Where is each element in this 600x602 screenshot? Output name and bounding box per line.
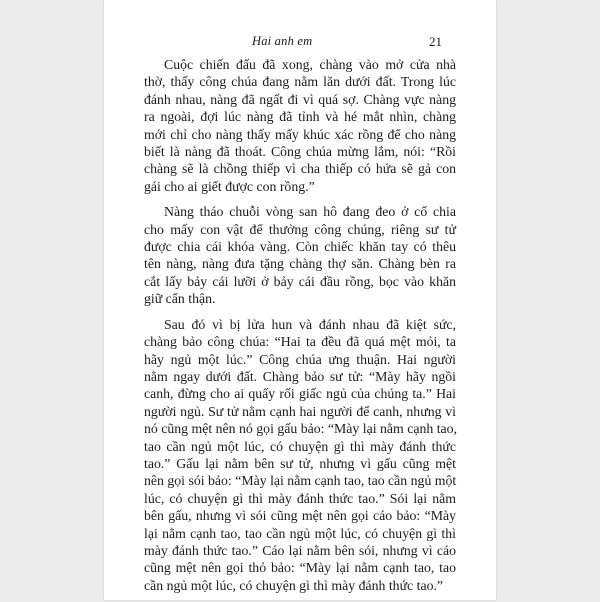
text-line: gái cho ai giết được con rồng.” xyxy=(144,178,315,194)
paragraph xyxy=(144,203,456,307)
text-line: ra ngoài, đợi lúc nàng đã tỉnh và hé mắt nhìn, chàng xyxy=(144,109,456,125)
text-line: giữ cẩn thận. xyxy=(144,291,216,307)
text-line: cắt lấy bảy cái lưỡi ở bảy cái đầu rồng, bọc vào khăn xyxy=(144,273,456,289)
text-line: thờ, thấy công chúa đang nằm lăn dưới đất. Trong lúc xyxy=(144,74,456,90)
text-line: được chia cái khóa vàng. Còn chiếc khăn tay có thêu xyxy=(144,239,456,255)
book-title: Hai anh em xyxy=(252,34,313,48)
paragraph xyxy=(144,316,456,595)
text-line: canh, đừng cho ai quấy rối giấc ngủ của chúng ta.” Hai xyxy=(144,386,456,402)
text-line: lúc, có chuyện gì thì mày đánh thức tao.” Sói lại nằm xyxy=(144,490,456,506)
text-line: nên gọi sói bảo: “Mày lại nằm cạnh tao, tao cần ngủ một xyxy=(144,473,457,489)
text-line: cũng mệt nên gọi thỏ bảo: “Mày lại nằm cạnh tao, tao xyxy=(144,560,456,576)
page-number: 21 xyxy=(429,34,442,49)
text-line: nằm ngay dưới đất. Chàng bảo sư tử: “Mày hãy ngồi xyxy=(144,368,456,384)
text-line: tao cần ngủ một lúc, có chuyện gì thì mày đánh thức xyxy=(144,438,456,454)
text-line: biết là nàng đã thoát. Công chúa mừng lắm, nói: “Rồi xyxy=(144,144,456,160)
text-line: tao.” Gấu lại nằm bên sư tử, nhưng vì gấu cũng mệt xyxy=(144,455,456,471)
running-header xyxy=(104,34,496,52)
body-text xyxy=(144,56,456,602)
text-line: bên gấu, nhưng vì sói cũng mệt nên gọi cáo bảo: “Mày xyxy=(144,508,456,524)
text-line: cần ngủ một lúc, có chuyện gì thì mày đánh thức tao.” xyxy=(144,577,444,593)
book-page xyxy=(104,0,496,600)
text-line: lại nằm cạnh tao, tao cần ngủ một lúc, có chuyện gì thì xyxy=(144,525,456,541)
paragraph xyxy=(144,56,456,195)
text-line: mới chỉ cho nàng thấy mấy khúc xác rồng để cho nàng xyxy=(144,126,456,142)
text-line: nó cũng mệt nên nó gọi gấu bảo: “Mày lại nằm cạnh tao, xyxy=(144,421,458,437)
text-line: chàng bảo công chúa: “Hai ta đều đã quá mệt mỏi, ta xyxy=(144,334,456,350)
text-line: Sau đó vì bị lửa hun và đánh nhau đã kiệt sức, xyxy=(164,316,456,332)
text-line: tên nàng, nàng đưa tặng chàng thợ săn. Chàng bèn ra xyxy=(144,256,456,272)
text-line: chàng sẽ là chồng thiếp vì cha thiếp có hứa sẽ gả con xyxy=(144,161,456,177)
text-line: Cuộc chiến đấu đã xong, chàng vào mở cửa nhà xyxy=(164,57,456,72)
text-line: mày đánh thức tao.” Cáo lại nằm bên sói, nhưng vì cáo xyxy=(144,542,456,558)
text-line: Nàng tháo chuỗi vòng san hô đang đeo ở cổ chia xyxy=(164,204,456,220)
text-line: hãy ngủ một lúc.” Công chúa ưng thuận. Hai người xyxy=(144,351,456,367)
text-line: cho mấy con vật để thưởng công chúng, riêng sư tử xyxy=(144,221,456,237)
text-line: đánh nhau, nàng đã ngất đi vì quá sợ. Chàng vực nàng xyxy=(144,91,456,107)
text-line: người ngủ. Sư tử nằm cạnh hai người để canh, nhưng vì xyxy=(144,403,456,419)
